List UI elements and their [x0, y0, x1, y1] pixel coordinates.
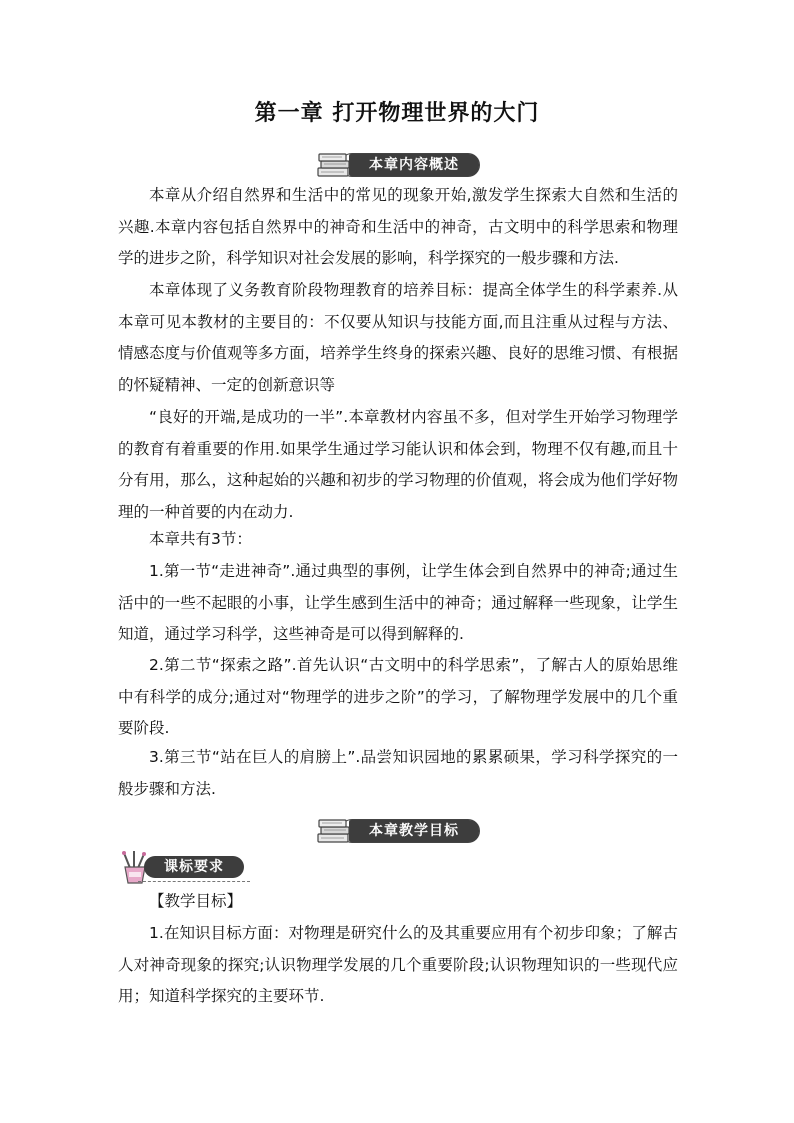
objectives-heading: 【教学目标】 — [149, 892, 243, 910]
paragraph-section-1: 1.第一节“走进神奇”.通过典型的事例，让学生体会到自然界中的神奇;通过生活中的一些不起眼的小事，让学生感到生活中的神奇；通过解释一些现象，让学生知道，通过学习科学，这些神奇是可以得到解释的. — [118, 562, 678, 643]
paragraph-start: “良好的开端,是成功的一半”.本章教材内容虽不多，但对学生开始学习物理学的教育有着重要的作用.如果学生通过学习能认识和体会到，物理不仅有趣,而且十分有用，那么，这种起始的兴趣和初步的学习物理的价值观，将会成为他们学好物理的一种首要的内在动力. — [118, 408, 678, 521]
section-banner-overview — [316, 149, 484, 179]
paragraph-section-3: 3.第三节“站在巨人的肩膀上”.品尝知识园地的累累硕果，学习科学探究的一般步骤和方法. — [118, 748, 678, 798]
banner-band — [340, 153, 480, 177]
paragraph-goals: 本章体现了义务教育阶段物理教育的培养目标：提高全体学生的科学素养.从本章可见本教材的主要目的：不仅要从知识与技能方面,而且注重从过程与方法、情感态度与价值观等多方面，培养学生终身的探索兴趣、良好的思维习惯、有根据的怀疑精神、一定的创新意识等 — [118, 281, 678, 394]
books-icon — [316, 149, 356, 179]
banner-label: 本章内容概述 — [349, 154, 479, 176]
badge-underline — [138, 881, 250, 882]
section-banner-objectives — [316, 815, 484, 845]
books-icon — [316, 815, 356, 845]
banner-band — [340, 819, 480, 843]
curriculum-requirements-badge — [118, 850, 248, 886]
paragraph-sections-count: 本章共有3节： — [149, 530, 252, 548]
banner-label: 本章教学目标 — [349, 820, 479, 842]
paragraph-knowledge-objectives: 1.在知识目标方面：对物理是研究什么的及其重要应用有个初步印象；了解古人对神奇现象的探究;认识物理学发展的几个重要阶段;认识物理知识的一些现代应用；知道科学探究的主要环节. — [118, 924, 678, 1005]
chapter-title: 第一章 打开物理世界的大门 — [254, 101, 540, 126]
paragraph-intro: 本章从介绍自然界和生活中的常见的现象开始,激发学生探索大自然和生活的兴趣.本章内容包括自然界中的神奇和生活中的神奇，古文明中的科学思索和物理学的进步之阶，科学知识对社会发展的影响，科学探究的一般步骤和方法. — [118, 186, 678, 267]
paragraph-section-2: 2.第二节“探索之路”.首先认识“古文明中的科学思索”，了解古人的原始思维中有科学的成分;通过对“物理学的进步之阶”的学习，了解物理学发展中的几个重要阶段. — [118, 656, 678, 737]
badge-label: 课标要求 — [144, 856, 244, 878]
